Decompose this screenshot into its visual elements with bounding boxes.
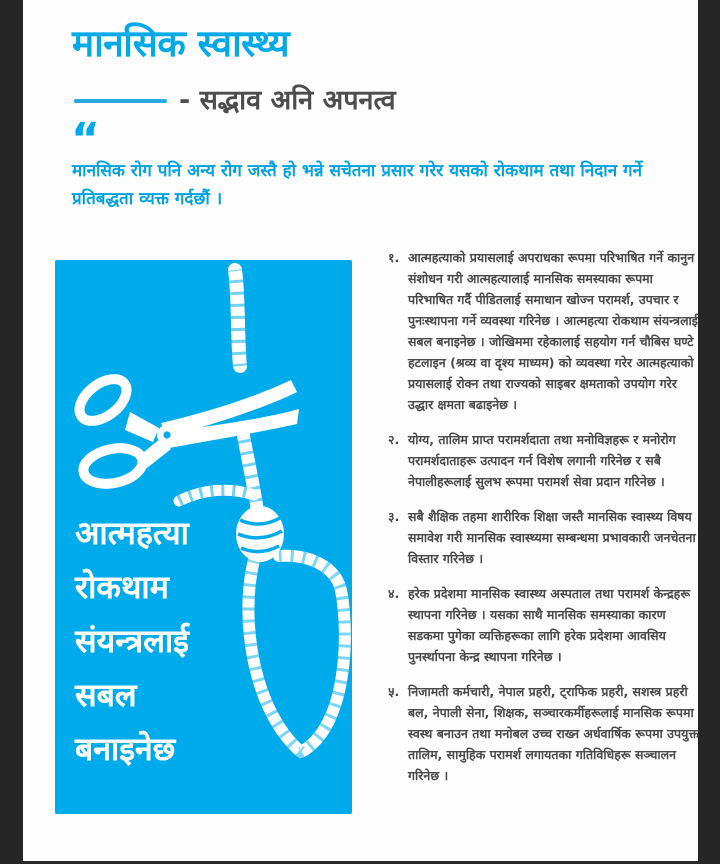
poster-slogan-line: बनाइनेछ <box>75 730 176 768</box>
list-item <box>388 681 700 786</box>
item-number: ५. <box>388 684 400 699</box>
list-item <box>388 506 700 569</box>
poster-slogan <box>75 506 189 776</box>
left-frame-bar <box>0 0 23 864</box>
item-text: निजामती कर्मचारी, नेपाल प्रहरी, ट्राफिक प्रहरी, सशस्त्र प्रहरी बल, नेपाली सेना, शिक्षक, सञ्चारकर्मीहरूलाई मानसिक रूपमा स्वस्थ बनाउन तथा मनोबल उच्च राख्न अर्धवार्षिक रूपमा उपयुक्त तालिम, सामुहिक परामर्श लगायतका गतिविधिहरू सञ्चालन गरिनेछ । <box>408 684 699 783</box>
poster-slogan-line: संयन्त्रलाई <box>75 622 189 660</box>
subtitle-rule <box>74 99 167 103</box>
item-number: ४. <box>388 586 400 601</box>
poster-slogan-line: आत्महत्या <box>75 514 189 552</box>
list-item <box>388 247 700 415</box>
item-number: ३. <box>388 509 400 524</box>
item-text: आत्महत्याको प्रयासलाई अपराधका रूपमा परिभाषित गर्ने कानुन संशोधन गरी आत्महत्यालाई मानसिक समस्याका रूपमा परिभाषित गर्दै पीडितलाई समाधान खोज्न परामर्श, उपचार र पुनःस्थापना गर्ने व्यवस्था गरिनेछ । आत्महत्या रोकथाम संयन्त्रलाई सबल बनाइनेछ । जोखिममा रहेकालाई सहयोग गर्न चौबिस घण्टे हटलाइन (श्रव्य वा दृश्य माध्यम) को व्यवस्था गरेर आत्महत्याको प्रयासलाई रोक्न तथा राज्यको साइबर क्षमताको उपयोग गरेर उद्धार क्षमता बढाइनेछ । <box>408 250 698 412</box>
item-number: २. <box>388 432 400 447</box>
item-text: हरेक प्रदेशमा मानसिक स्वास्थ्य अस्पताल तथा परामर्श केन्द्रहरू स्थापना गरिनेछ । यसका साथै मानसिक समस्याका कारण सडकमा पुगेका व्यक्तिहरूका लागि हरेक प्रदेशमा आवसिय पुनर्स्थापना केन्द्र स्थापना गरिनेछ । <box>408 586 691 664</box>
quote-icon: “ <box>71 114 97 165</box>
commitments-list <box>388 247 700 800</box>
poster-slogan-line: सबल <box>75 676 137 714</box>
commitment-quote: मानसिक रोग पनि अन्य रोग जस्तै हो भन्ने सचेतना प्रसार गरेर यसको रोकथाम तथा निदान गर्ने प्रतिबद्धता व्यक्त गर्दछौं । <box>72 161 643 209</box>
poster-slogan-line: रोकथाम <box>75 568 169 606</box>
page-title: मानसिक स्वास्थ्य <box>72 22 290 65</box>
list-item <box>388 429 700 492</box>
page-subtitle: - सद्भाव अनि अपनत्व <box>179 85 396 116</box>
right-frame-bar <box>698 0 720 864</box>
item-number: १. <box>388 250 400 265</box>
list-item <box>388 583 700 667</box>
item-text: योग्य, तालिम प्राप्त परामर्शदाता तथा मनोविज्ञहरू र मनोरोग परामर्शदाताहरू उत्पादन गर्न विशेष लगानी गरिनेछ र सबै नेपालीहरूलाई सुलभ रूपमा परामर्श सेवा प्रदान गरिनेछ । <box>408 432 676 489</box>
suicide-prevention-poster <box>55 260 352 814</box>
item-text: सबै शैक्षिक तहमा शारीरिक शिक्षा जस्तै मानसिक स्वास्थ्य विषय समावेश गरी मानसिक स्वास्थ्यमा सम्बन्धमा प्रभावकारी जनचेतना विस्तार गरिनेछ । <box>408 509 696 566</box>
subtitle-row <box>74 86 396 116</box>
